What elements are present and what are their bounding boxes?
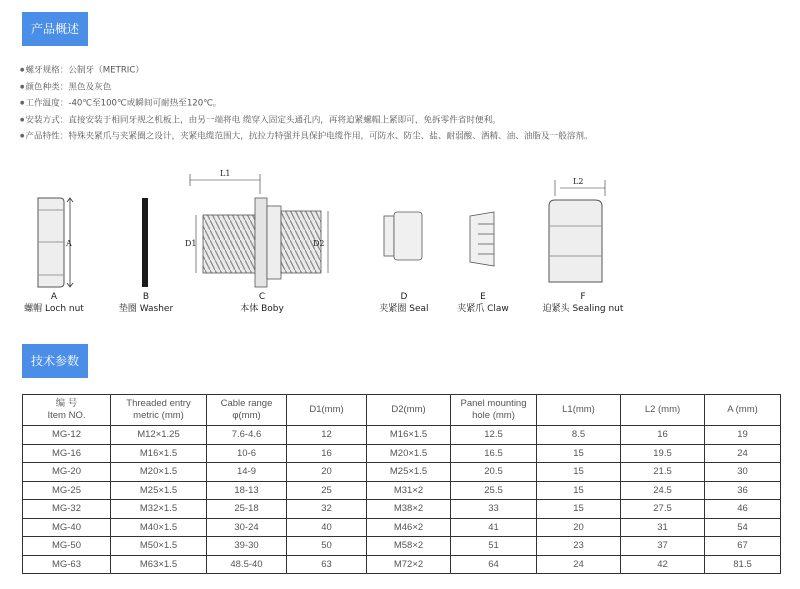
section-tag-params: 技术参数	[22, 344, 88, 378]
cell-a: 54	[705, 518, 781, 537]
part-body	[185, 169, 328, 287]
table-row	[23, 518, 781, 537]
cell-a: 19	[705, 426, 781, 445]
cell-d1: 25	[287, 481, 367, 500]
cell-l1: 8.5	[537, 426, 621, 445]
cell-l2: 24.5	[621, 481, 705, 500]
cell-cable-range: 7.6-4.6	[207, 426, 287, 445]
header-d1: D1(mm)	[287, 395, 367, 426]
cell-item-no: MG-63	[23, 555, 111, 574]
part-caption-name-a: 螺帽 Loch nut	[24, 304, 84, 314]
cell-thread: M32×1.5	[111, 500, 207, 519]
cell-l2: 19.5	[621, 444, 705, 463]
header-item-no: 编 号 Item NO.	[23, 395, 111, 426]
cell-d1: 50	[287, 537, 367, 556]
cell-panel-hole: 64	[451, 555, 537, 574]
cell-item-no: MG-50	[23, 537, 111, 556]
cell-thread: M20×1.5	[111, 463, 207, 482]
cable-gland-diagram	[0, 160, 800, 330]
spec-table	[22, 394, 781, 574]
table-row	[23, 444, 781, 463]
part-caption-letter-b: B	[142, 292, 150, 302]
table-row	[23, 463, 781, 482]
part-sealing-nut	[549, 177, 605, 282]
cell-a: 46	[705, 500, 781, 519]
part-caption-name-e: 夹紧爪 Claw	[457, 304, 509, 314]
cell-l1: 23	[537, 537, 621, 556]
spec-item-temperature: ● 工作温度：-40℃至100℃或瞬间可耐热至120℃。	[20, 95, 593, 112]
cell-l1: 15	[537, 463, 621, 482]
cell-panel-hole: 41	[451, 518, 537, 537]
spec-list	[20, 62, 593, 145]
part-caption-letter-d: D	[400, 292, 408, 302]
cell-cable-range: 39-30	[207, 537, 287, 556]
spec-item-installation: ● 安装方式：直接安装于相同牙规之机板上，由另一端将电 缆穿入固定头通孔内，再将迫紧螺帽上紧即可，免拆零件省时便利。	[20, 112, 593, 129]
cell-l1: 15	[537, 500, 621, 519]
table-row	[23, 500, 781, 519]
cell-cable-range: 25-18	[207, 500, 287, 519]
cell-d2: M25×1.5	[367, 463, 451, 482]
cell-d1: 16	[287, 444, 367, 463]
cell-cable-range: 48.5-40	[207, 555, 287, 574]
cell-d1: 12	[287, 426, 367, 445]
cell-d2: M46×2	[367, 518, 451, 537]
cell-item-no: MG-40	[23, 518, 111, 537]
cell-d2: M20×1.5	[367, 444, 451, 463]
cell-a: 81.5	[705, 555, 781, 574]
dim-label-a: A	[66, 239, 72, 248]
cell-l2: 16	[621, 426, 705, 445]
part-caption-letter-a: A	[50, 292, 58, 302]
part-caption-letter-f: F	[580, 292, 586, 302]
cell-thread: M16×1.5	[111, 444, 207, 463]
cell-d2: M38×2	[367, 500, 451, 519]
cell-panel-hole: 25.5	[451, 481, 537, 500]
cell-a: 36	[705, 481, 781, 500]
cell-l2: 31	[621, 518, 705, 537]
part-caption-name-f: 迫紧头 Sealing nut	[542, 304, 624, 314]
cell-d2: M58×2	[367, 537, 451, 556]
header-l2: L2 (mm)	[621, 395, 705, 426]
spec-item-thread: ● 螺牙规格：公制牙（METRIC）	[20, 62, 593, 79]
dim-label-d2: D2	[313, 239, 325, 248]
cell-l2: 27.5	[621, 500, 705, 519]
cell-cable-range: 10-6	[207, 444, 287, 463]
dim-label-d1: D1	[185, 239, 197, 248]
cell-thread: M12×1.25	[111, 426, 207, 445]
part-caption-name-d: 夹紧圈 Seal	[379, 304, 429, 314]
cell-a: 30	[705, 463, 781, 482]
part-caption-name-c: 本体 Boby	[240, 304, 284, 314]
header-panel-hole: Panel mounting hole (mm)	[451, 395, 537, 426]
table-row	[23, 555, 781, 574]
cell-d1: 32	[287, 500, 367, 519]
cell-a: 24	[705, 444, 781, 463]
cell-l2: 21.5	[621, 463, 705, 482]
cell-d1: 20	[287, 463, 367, 482]
part-seal	[384, 212, 422, 260]
table-row	[23, 537, 781, 556]
cell-thread: M25×1.5	[111, 481, 207, 500]
dim-label-l2: L2	[573, 177, 584, 186]
cell-d2: M16×1.5	[367, 426, 451, 445]
spec-item-features: ● 产品特性：特殊夹紧爪与夹紧圈之设计，夹紧电缆范围大，抗拉力特强并具保护电缆作用，可防水、防尘、盐、耐弱酸、酒精、油、油脂及一般溶剂。	[20, 128, 593, 145]
cell-l2: 37	[621, 537, 705, 556]
cell-panel-hole: 20.5	[451, 463, 537, 482]
header-l1: L1(mm)	[537, 395, 621, 426]
cell-thread: M40×1.5	[111, 518, 207, 537]
section-tag-overview: 产品概述	[22, 12, 88, 46]
header-d2: D2(mm)	[367, 395, 451, 426]
cell-d2: M31×2	[367, 481, 451, 500]
cell-item-no: MG-12	[23, 426, 111, 445]
cell-l2: 42	[621, 555, 705, 574]
cell-d1: 63	[287, 555, 367, 574]
cell-panel-hole: 16.5	[451, 444, 537, 463]
cell-thread: M63×1.5	[111, 555, 207, 574]
cell-panel-hole: 12.5	[451, 426, 537, 445]
cell-l1: 15	[537, 481, 621, 500]
cell-cable-range: 14-9	[207, 463, 287, 482]
part-washer	[142, 198, 148, 287]
header-threaded-entry: Threaded entry metric (mm)	[111, 395, 207, 426]
cell-item-no: MG-16	[23, 444, 111, 463]
cell-d1: 40	[287, 518, 367, 537]
dim-label-l1: L1	[220, 169, 231, 178]
cell-panel-hole: 33	[451, 500, 537, 519]
cell-l1: 24	[537, 555, 621, 574]
header-a: A (mm)	[705, 395, 781, 426]
cell-l1: 20	[537, 518, 621, 537]
cell-item-no: MG-20	[23, 463, 111, 482]
header-cable-range: Cable range φ(mm)	[207, 395, 287, 426]
spec-item-color: ● 颜色种类：黑色及灰色	[20, 79, 593, 96]
cell-thread: M50×1.5	[111, 537, 207, 556]
table-row	[23, 481, 781, 500]
cell-cable-range: 18-13	[207, 481, 287, 500]
cell-panel-hole: 51	[451, 537, 537, 556]
table-row	[23, 426, 781, 445]
cell-a: 67	[705, 537, 781, 556]
part-lock-nut	[38, 198, 73, 287]
cell-d2: M72×2	[367, 555, 451, 574]
part-caption-name-b: 垫圈 Washer	[118, 304, 174, 314]
table-header-row	[23, 395, 781, 426]
cell-cable-range: 30-24	[207, 518, 287, 537]
part-caption-letter-c: C	[258, 292, 266, 302]
cell-l1: 15	[537, 444, 621, 463]
cell-item-no: MG-32	[23, 500, 111, 519]
part-caption-letter-e: E	[480, 292, 486, 302]
part-claw	[470, 212, 494, 266]
cell-item-no: MG-25	[23, 481, 111, 500]
